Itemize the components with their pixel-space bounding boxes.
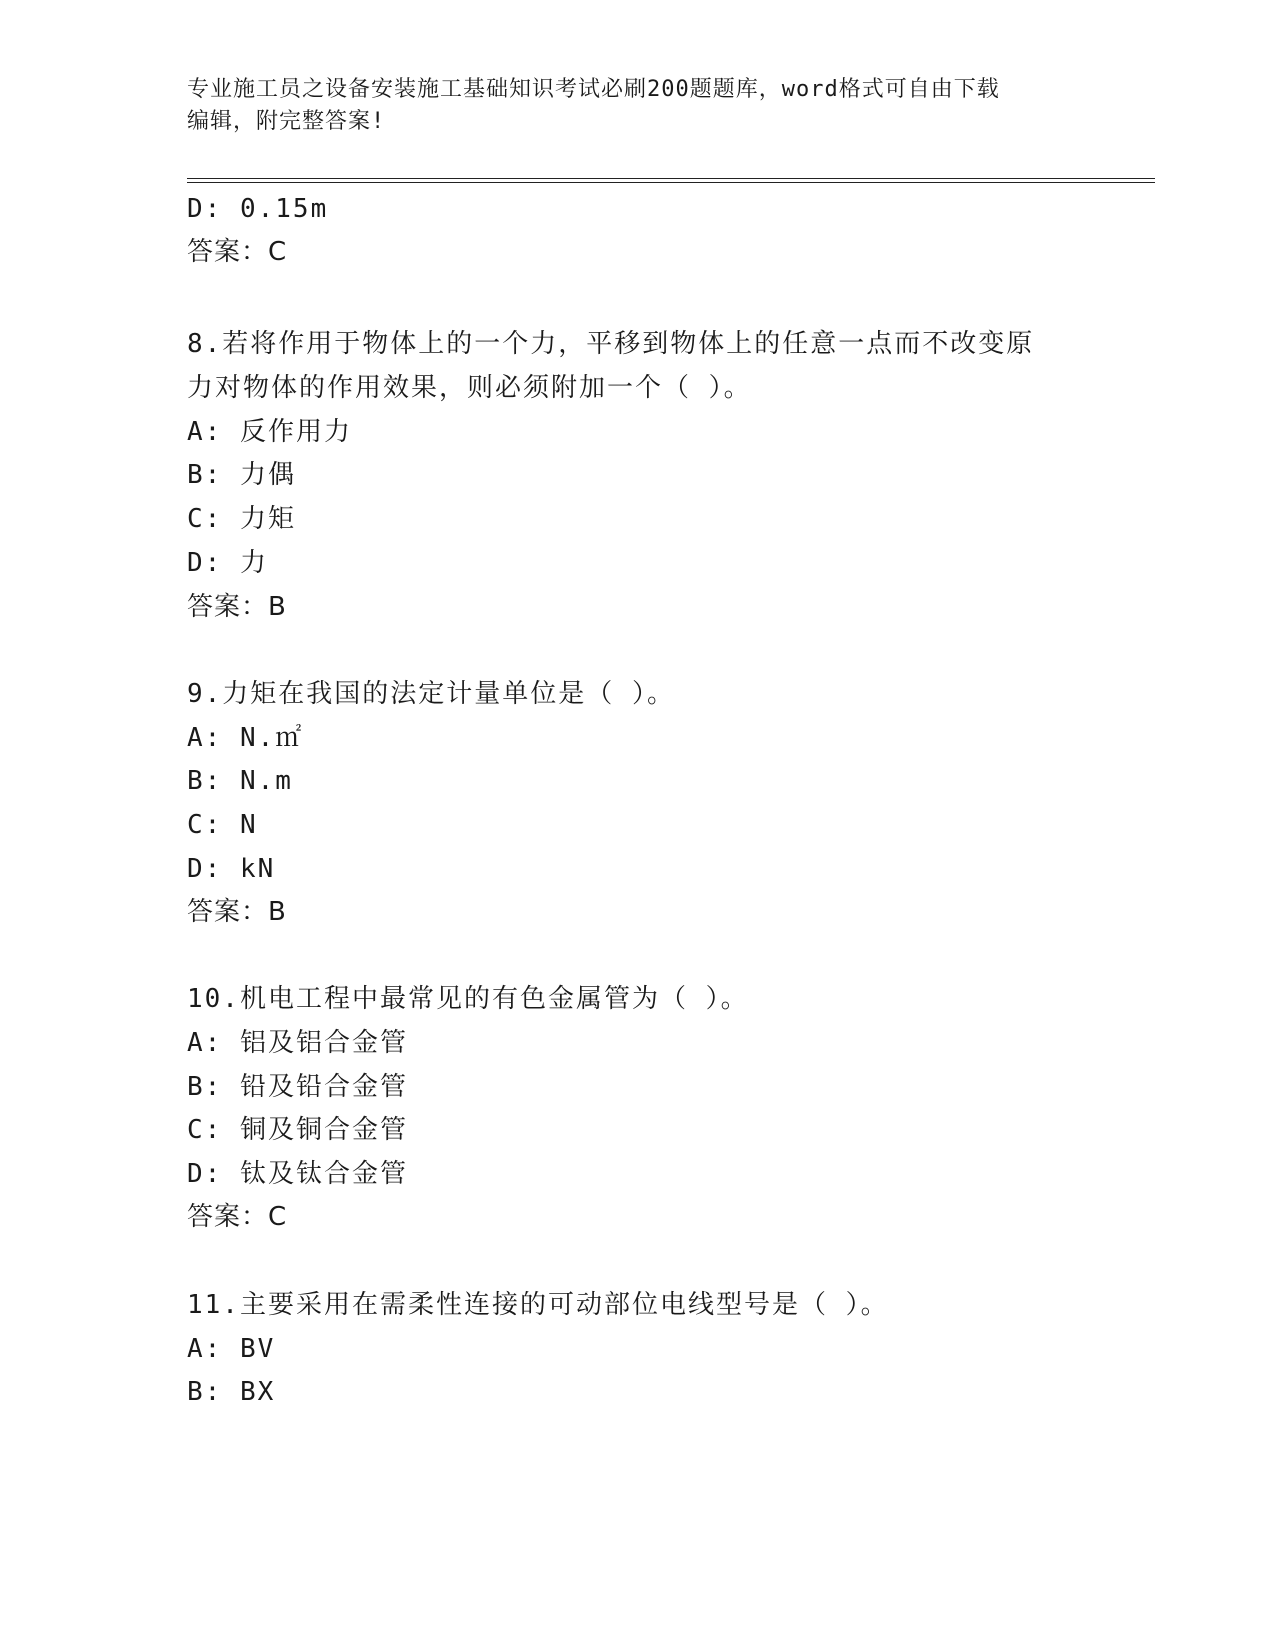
q9-option-c: C: N (187, 810, 258, 840)
q10-answer: 答案：C (187, 1202, 288, 1232)
q10-option-a: A: 铝及铝合金管 (187, 1028, 408, 1058)
q8-stem-line-1: 8.若将作用于物体上的一个力，平移到物体上的任意一点而不改变原 (187, 329, 1035, 359)
q9-option-b: B: N.m (187, 766, 293, 796)
q11-option-a: A: BV (187, 1334, 276, 1364)
prev-answer: 答案：C (187, 237, 288, 267)
q8-answer: 答案：B (187, 592, 287, 622)
q8-option-b: B: 力偶 (187, 460, 296, 490)
q8-option-c: C: 力矩 (187, 504, 296, 534)
q8-option-a: A: 反作用力 (187, 417, 352, 447)
prev-option-d: D: 0.15m (187, 194, 329, 224)
q9-option-a: A: N.㎡ (187, 723, 304, 753)
q9-stem: 9.力矩在我国的法定计量单位是（ ）。 (187, 679, 675, 709)
q9-answer: 答案：B (187, 897, 287, 927)
q8-stem-line-2: 力对物体的作用效果，则必须附加一个（ ）。 (187, 373, 752, 403)
q10-option-d: D: 钛及钛合金管 (187, 1159, 408, 1189)
document-header (187, 74, 1077, 138)
header-title-line-1: 专业施工员之设备安装施工基础知识考试必刷200题题库，word格式可自由下载 (187, 77, 1000, 102)
header-title-line-2: 编辑，附完整答案! (187, 109, 386, 134)
header-divider-bottom (187, 182, 1155, 183)
q9-option-d: D: kN (187, 854, 276, 884)
header-divider-top (187, 178, 1155, 179)
q10-option-c: C: 铜及铜合金管 (187, 1115, 408, 1145)
q11-option-b: B: BX (187, 1377, 276, 1407)
q11-stem: 11.主要采用在需柔性连接的可动部位电线型号是（ ）。 (187, 1290, 889, 1320)
q8-option-d: D: 力 (187, 548, 268, 578)
q10-option-b: B: 铅及铅合金管 (187, 1072, 408, 1102)
q10-stem: 10.机电工程中最常见的有色金属管为（ ）。 (187, 984, 749, 1014)
